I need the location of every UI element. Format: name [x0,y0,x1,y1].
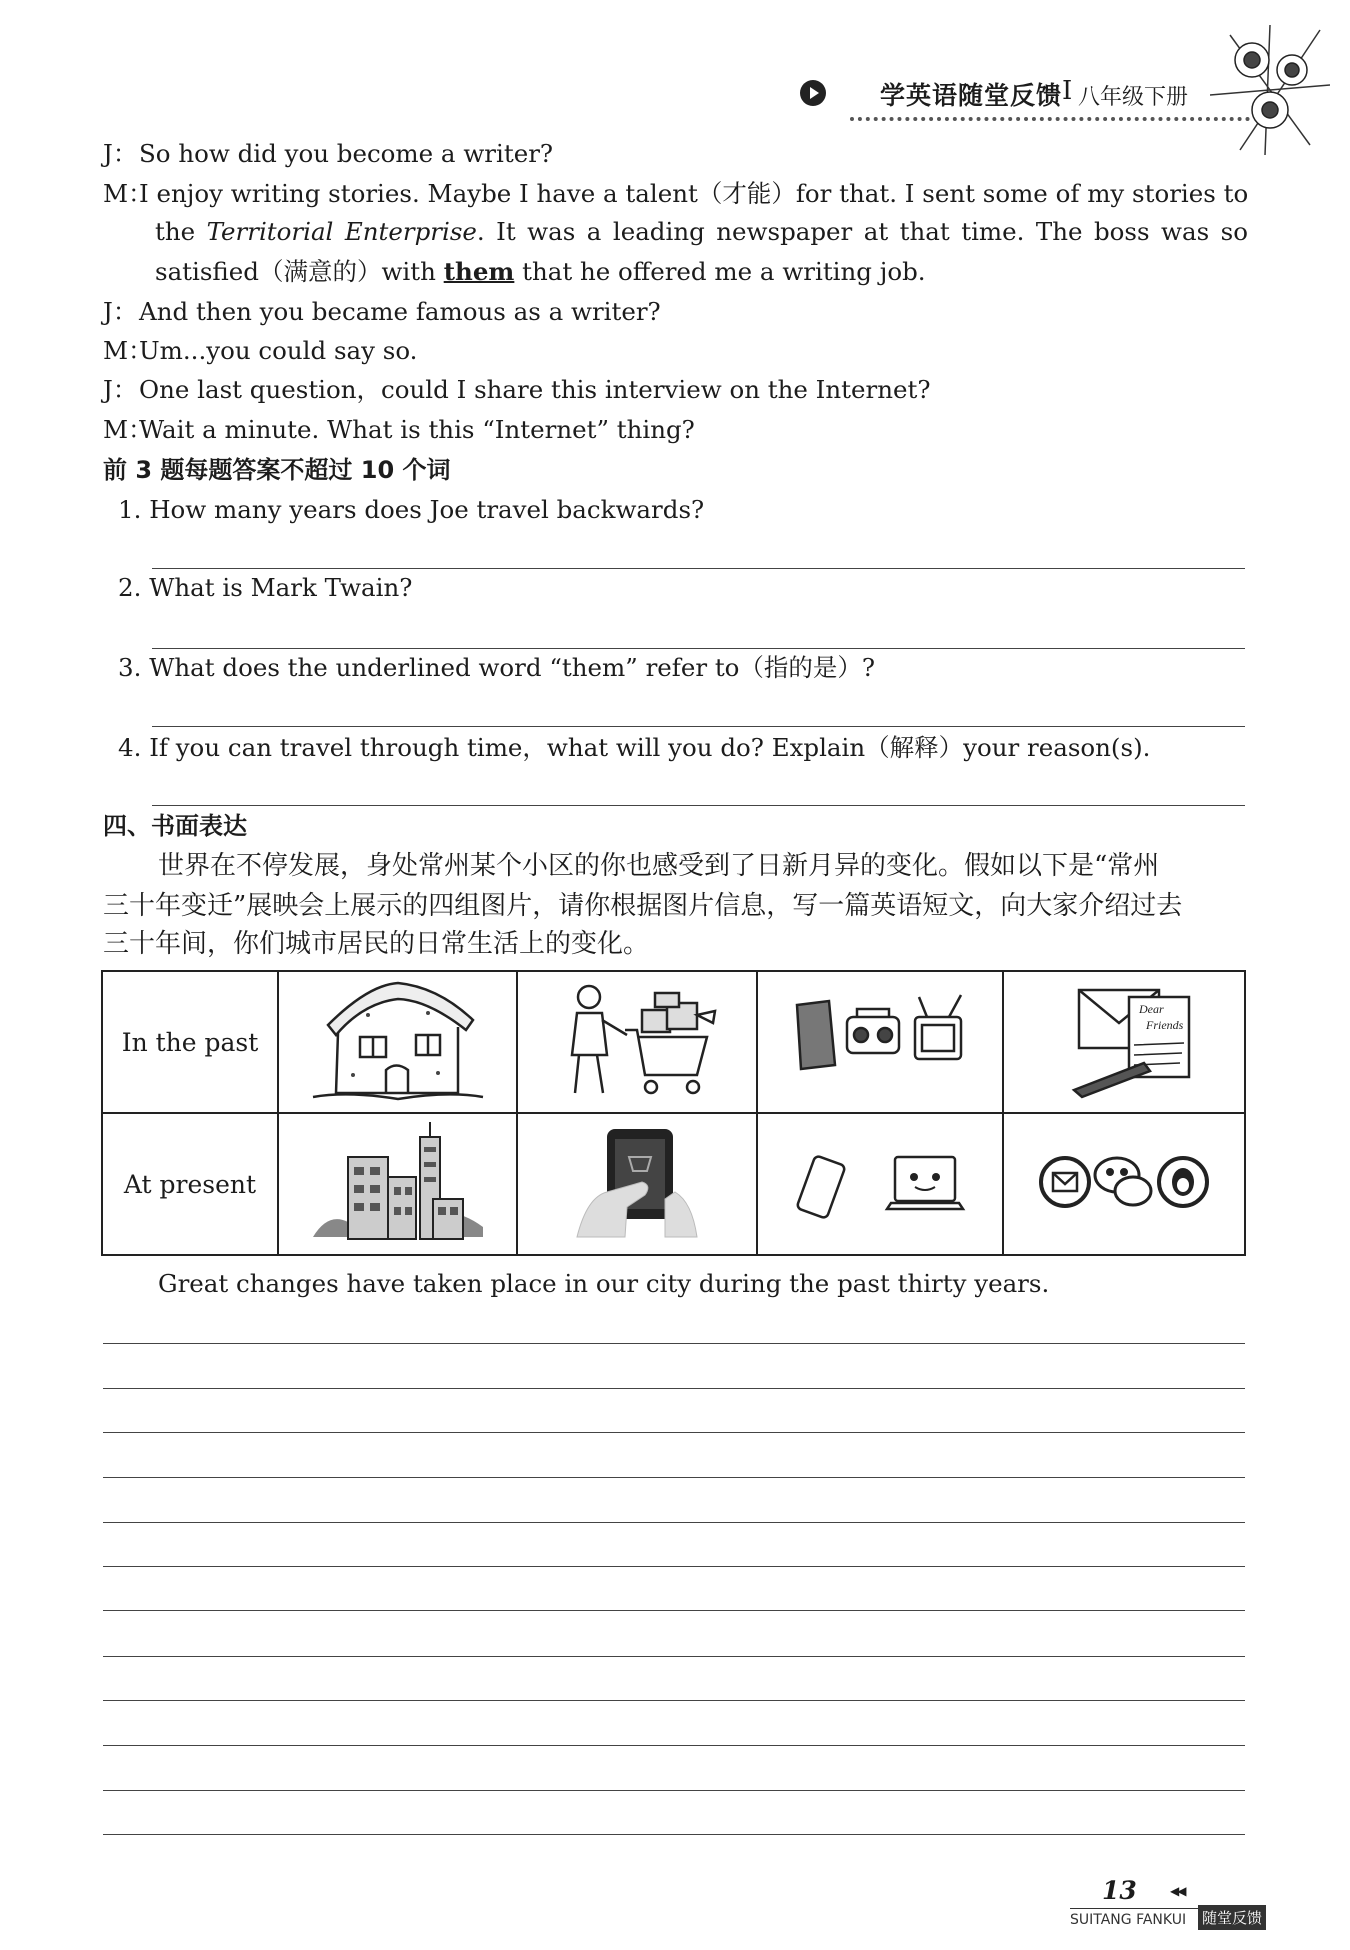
tablet-shopping-icon [547,1117,727,1247]
old-house-cell [278,971,517,1113]
writing-line[interactable] [103,1388,1245,1389]
writing-line[interactable] [103,1700,1245,1701]
dialogue-line: satisfied（满意的）with them that he offered me a writing job. [155,257,926,286]
writing-line[interactable] [103,1610,1245,1611]
question-1: 1. How many years does Joe travel backwards? [118,495,705,524]
dialogue-line: J：One last question，could I share this interview on the Internet? [103,375,931,404]
dialogue-line: M：Um...you could say so. [103,336,418,365]
dialogue-line: J：So how did you become a writer? [103,139,554,168]
picture-table [101,970,1246,1256]
dialogue-line: J：And then you became famous as a writer? [103,297,661,326]
question-3: 3. What does the underlined word “them” refer to（指的是）? [118,653,876,682]
writing-line[interactable] [103,1790,1245,1791]
email-icon [1053,1173,1077,1191]
writing-line[interactable] [103,1656,1245,1657]
shopping-cell [517,971,756,1113]
writing-line[interactable] [103,1343,1245,1344]
social-apps-cell [1003,1113,1245,1255]
letter-text-friends: Friends [1145,1018,1184,1032]
letter-cell [1003,971,1245,1113]
answer-line-4[interactable] [152,805,1245,806]
modern-devices-cell [757,1113,1003,1255]
dialogue-line: the Territorial Enterprise. It was a leading newspaper at that time. The boss was so [155,217,1248,246]
page-number: 13 [1102,1876,1137,1905]
writing-line[interactable] [103,1834,1245,1835]
answer-line-1[interactable] [152,568,1245,569]
writing-line[interactable] [103,1477,1245,1478]
question-2: 2. What is Mark Twain? [118,573,413,602]
old-house-icon [308,975,488,1105]
footer-brand-cn: 随堂反馈 [1198,1905,1266,1930]
newspaper-name: Territorial Enterprise [206,217,477,246]
writing-line[interactable] [103,1522,1245,1523]
writing-line[interactable] [103,1566,1245,1567]
writing-opening-sentence: Great changes have taken place in our city during the past thirty years. [158,1269,1050,1298]
letter-text-dear: Dear [1138,1002,1164,1016]
prompt-line-1: 世界在不停发展，身处常州某个小区的你也感受到了日新月异的变化。假如以下是“常州 [158,851,1160,881]
modern-buildings-icon [308,1117,488,1247]
question-4: 4. If you can travel through time，what will you do? Explain（解释）your reason(s). [118,733,1151,762]
underlined-word: them [443,257,515,286]
phone-laptop-icon [787,1117,972,1247]
dialogue-line: M：I enjoy writing stories. Maybe I have a talent（才能）for that. I sent some of my stories to [103,179,1249,208]
old-media-cell [757,971,1003,1113]
qq-penguin-icon [1172,1168,1194,1196]
dialogue-line: M：Wait a minute. What is this “Internet” thing? [103,415,695,444]
writing-line[interactable] [103,1432,1245,1433]
wechat-icon [1095,1158,1151,1205]
page-arrow-icon: ◀◀ [1170,1884,1185,1898]
row-label-past: In the past [102,971,278,1113]
modern-city-cell [278,1113,517,1255]
shopping-woman-icon [547,975,727,1105]
prompt-line-3: 三十年间，你们城市居民的日常生活上的变化。 [103,929,650,959]
online-shopping-cell [517,1113,756,1255]
flower-decoration-icon [1210,25,1330,155]
header-dotted-rule [850,117,1250,121]
table-row-present [102,1113,1245,1255]
social-app-icons [1033,1117,1215,1247]
play-icon [800,80,826,106]
newspaper-radio-tv-icon [787,975,972,1105]
book-title: 学英语随堂反馈 [880,81,1063,110]
grade-label: 八年级下册 [1078,85,1189,110]
question-instruction: 前 3 题每题答案不超过 10 个词 [103,456,451,484]
prompt-line-2: 三十年变迁”展映会上展示的四组图片，请你根据图片信息，写一篇英语短文，向大家介绍过去 [103,891,1183,921]
row-label-present: At present [102,1113,278,1255]
footer-brand-en: SUITANG FANKUI [1070,1912,1187,1928]
letter-pen-icon [1034,975,1214,1105]
writing-line[interactable] [103,1745,1245,1746]
answer-line-3[interactable] [152,726,1245,727]
table-row-past [102,971,1245,1113]
answer-line-2[interactable] [152,648,1245,649]
section-heading: 四、书面表达 [103,812,247,840]
title-separator: I [1062,76,1073,106]
